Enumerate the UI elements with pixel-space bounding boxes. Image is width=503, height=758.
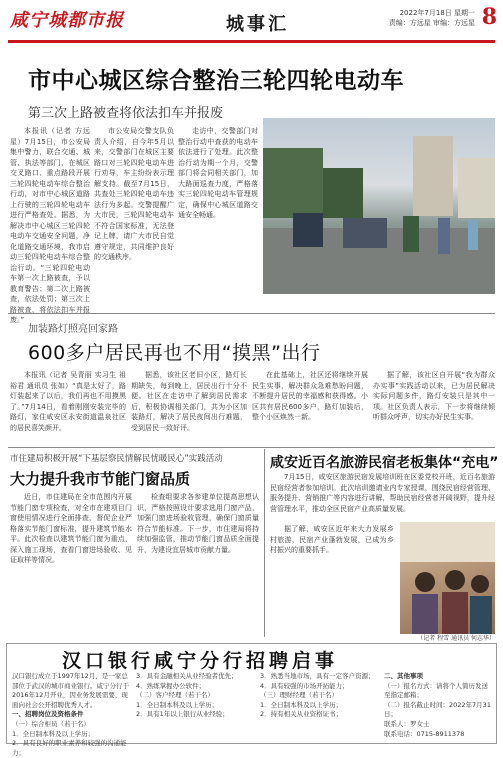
story2-column-1: 本报讯（记者 吴青丽 实习生 祖裕君 通讯员 张如）“真是太好了，路灯装起来了以后，我们再也不用摸黑了。”7月14日，看着刚刚安装完毕的路灯，家住咸安区永安街道温泉社区的居民喜笑颜开。: [10, 371, 126, 432]
story2-column-3: 在此基础上，社区还将继续开展民生实事，解决群众急难愁盼问题，不断提升居民的幸福感和获得感。小区共有居民600多户，路灯加装后，整个小区焕然一新。: [252, 371, 368, 421]
ad-headline: 汉口银行咸宁分行招聘启事: [62, 650, 339, 672]
lead-column-2: 市公安局交警支队负责人介绍，自今年5月以来，交警部门在城区主要路口对三轮四轮电动车进行劝导，车主纷纷表示理解支持。截至7月15日，共查处三轮四轮电动车违法行为多起。交警提醒广大市民，三轮四轮电动车不符合国家标准，无法登记上牌，请广大市民自觉遵守规定，共同维护良好的交通秩序。: [94, 127, 174, 261]
lead-column-3: 走访中，交警部门对整治行动中查获的电动车依法进行了处理。此次整治行动为期一个月，交警部门将会同相关部门，加大路面巡查力度，严格落实三轮四轮电动车管理规定，确保中心城区道路交通安全畅通。: [178, 127, 258, 219]
street-scene-photo-icon: [263, 118, 495, 294]
ad-column-4: [384, 672, 492, 742]
date-block: [389, 8, 475, 28]
ad-contact-person: 联系人：罗女士: [384, 719, 430, 728]
ad-column-1: [12, 672, 130, 757]
ad-item: （一）报名方式：请将个人简历发送至指定邮箱；: [384, 681, 488, 700]
ad-item: 1．全日制本科及以上学历；: [12, 729, 95, 738]
lead-column-1: 本报讯（记者 方远星）7月15日，市公安局集中警力，联合交通、城管、执法等部门，在城区交叉路口、重点路段开展三轮四轮电动车综合整治行动，对市中心城区道路上行驶的三轮四轮电动车进行严格查处。据悉，为解决市中心城区三轮四轮电动车交通安全问题，净化道路交通环境，我市启动三轮四轮电动车综合整治行动。“三轮四轮电动车第一次上路被查，予以教育警告；第二次上路被查，依法处罚；第三次上路被查，将依法扣车并报废。”: [10, 127, 90, 324]
issue-date: 2022年7月18日 星期一: [399, 9, 475, 17]
story2-column-2: 据悉，该社区老旧小区，路灯长期缺失，每到晚上，居民出行十分不便。社区在走访中了解到居民需求后，积极协调相关部门，共为小区加装路灯，解决了居民夜间出行难题，受到居民一致好评。: [131, 371, 247, 432]
ad-item: （三）理财经理（若干名）: [260, 691, 338, 700]
section-divider: [8, 447, 495, 448]
story2-headline: 600多户居民再也不用“摸黑”出行: [28, 342, 321, 364]
ad-item: 2．具有良好的职业素养和较强的沟通能力；: [12, 739, 127, 757]
section-title: 城事汇: [226, 14, 289, 35]
ad-column-2: [136, 672, 254, 742]
story4-byline: （记者 程雪 通讯员 何志华）: [417, 635, 495, 642]
story3-column-1: 近日，市住建局在全市范围内开展节能门窗专项检查，对全市在建项目门窗使用情况进行全面排查，督促企业严格落实节能门窗标准，提升建筑节能水平。此次检查以建筑节能门窗为重点，深入施工现场，查看门窗进场验收、见证取样等情况。: [10, 493, 132, 564]
story3-column-2: 检查组要求各参建单位提高思想认识，严格按照设计要求选用门窗产品，加强门窗进场验收管理，确保门窗质量符合节能标准。下一步，市住建局将持续加强监管，推动节能门窗品质全面提升，为建设宜居城市贡献力量。: [137, 493, 259, 554]
ad-intro: 汉口银行成立于1997年12月，是一家总部位于武汉的城市商业银行。咸宁分行于2016年12月开业，因业务发展需要，现面向社会公开招聘优秀人才。: [12, 672, 129, 709]
lead-headline: 市中心城区综合整治三轮四轮电动车: [28, 68, 404, 94]
ad-item: 2．具有1年以上银行从业经验；: [136, 710, 229, 719]
ad-column-3: [260, 672, 378, 742]
lead-photo: [263, 118, 495, 294]
ad-item: （二）客户经理（若干名）: [136, 691, 214, 700]
ad-item: 1．全日制本科及以上学历；: [136, 700, 219, 709]
ad-item: 1．全日制本科及以上学历；: [260, 700, 343, 709]
training-class-photo-icon: [400, 522, 495, 634]
story4-column-2: 据了解，咸安区近年来大力发展乡村旅游，民宿产业蓬勃发展，已成为乡村振兴的重要抓手。: [270, 525, 394, 554]
page-number: 8: [481, 4, 497, 30]
story2-column-4: 据了解，该社区自开展“我为群众办实事”实践活动以来，已为居民解决实际问题多件，路灯安装只是其中一项。社区负责人表示，下一步将继续倾听群众呼声，切实办好民生实事。: [373, 371, 495, 421]
story3-kicker: 市住建局积极开展“下基层察民情解民忧暖民心”实践活动: [10, 454, 223, 464]
lead-subheadline: 第三次上路被查将依法扣车并报废: [28, 106, 224, 121]
ad-section-head: 二、其他事项: [384, 672, 423, 680]
ad-item: （一）综合柜员（若干名）: [12, 719, 90, 728]
ad-item: 4．熟练掌握办公软件；: [136, 681, 206, 690]
ad-item: 2．持有相关从业资格证书；: [260, 710, 343, 719]
masthead: [0, 0, 503, 44]
editor-line: 责编：方远星 审编：方远星: [388, 19, 475, 27]
ad-item: （二）报名截止时间：2022年7月31日；: [384, 700, 491, 719]
column-divider: [264, 449, 265, 637]
story2-kicker: 加装路灯照亮回家路: [28, 324, 118, 335]
ad-item: 3．具有金融相关从业经验者优先；: [136, 672, 238, 680]
ad-item: 3．熟悉当地市场，具有一定客户资源；: [260, 672, 375, 680]
ad-section-head: 一、招聘岗位及资格条件: [12, 710, 84, 719]
newspaper-logo: 咸宁城都市报: [10, 10, 124, 31]
story4-column-1: 7月15日，咸安区旅游民宿发展培训班在区委党校开班，近百名旅游民宿经营者参加培训。此次培训邀请业内专家授课，围绕民宿经营管理、服务提升、营销推广等内容进行讲解，帮助民宿经营者开阔视野，提升经营管理水平，推动全区民宿产业高质量发展。: [270, 473, 495, 513]
story3-headline: 大力提升我市节能门窗品质: [10, 470, 191, 488]
section-divider: [8, 313, 495, 314]
story4-headline: 咸安近百名旅游民宿老板集体“充电”: [270, 455, 499, 471]
story4-photo: [400, 522, 495, 634]
ad-item: 4．具有较强的市场开拓能力；: [260, 681, 349, 690]
header-rule: [8, 40, 495, 43]
ad-contact-phone: 联系电话：0715-8911378: [384, 729, 465, 738]
